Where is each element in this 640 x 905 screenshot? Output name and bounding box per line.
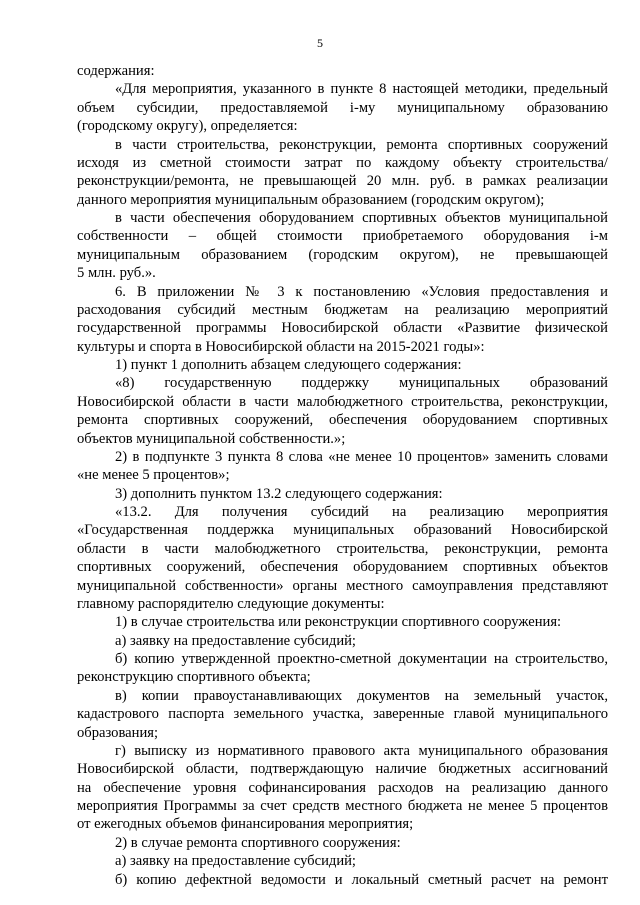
text-line: образования; <box>77 724 159 741</box>
text-line: объектов муниципальной собственности.»; <box>77 430 346 447</box>
text-line: в части обеспечения оборудованием спортивных объектов муниципальной <box>115 210 608 226</box>
text-line: реконструкцию спортивного объекта; <box>77 669 311 686</box>
text-line: 3) дополнить пунктом 13.2 следующего содержания: <box>115 485 443 502</box>
text-line: кадастрового паспорта земельного участка, заверенные главой муниципального <box>77 706 608 723</box>
text-line: главному распорядителю следующие документы: <box>77 595 385 612</box>
text-line: государственной программы Новосибирской области «Развитие физической <box>77 320 608 337</box>
text-line: Новосибирской области в части малобюджетного строительства, реконструкции, <box>77 393 608 410</box>
text-line: на обеспечение уровня софинансирования расходов на реализацию данного <box>77 779 608 796</box>
text-line: 5 млн. руб.». <box>77 265 156 282</box>
text-line: расходования субсидий местным бюджетам на реализацию мероприятий <box>77 301 608 318</box>
text-line: спортивных сооружений, обеспечения оборудованием спортивных объектов <box>77 559 608 576</box>
text-line: 6. В приложении № 3 к постановлению «Условия предоставления и <box>115 283 608 300</box>
document-body <box>77 62 608 889</box>
text-line: от ежегодных объемов финансирования мероприятия; <box>77 816 414 833</box>
text-line: «8) государственную поддержку муниципальных образований <box>115 375 608 392</box>
text-line: области в части малобюджетного строительства, реконструкции, ремонта <box>77 540 608 557</box>
text-line: Новосибирской области, подтверждающую наличие бюджетных ассигнований <box>77 761 608 778</box>
text-line: «13.2. Для получения субсидий на реализацию мероприятия <box>115 504 608 520</box>
text-line: 2) в подпункте 3 пункта 8 слова «не менее 10 процентов» заменить словами <box>115 448 608 465</box>
text-line: 2) в случае ремонта спортивного сооружения: <box>115 834 401 851</box>
text-line: «Для мероприятия, указанного в пункте 8 настоящей методики, предельный <box>115 81 608 98</box>
text-line: «не менее 5 процентов»; <box>77 467 230 484</box>
text-line: (городскому округу), определяется: <box>77 118 298 135</box>
text-line: в) копии правоустанавливающих документов на земельный участок, <box>115 687 608 704</box>
text-line: содержания: <box>77 63 155 79</box>
text-line: а) заявку на предоставление субсидий; <box>115 632 356 649</box>
text-line: б) копию утвержденной проектно-сметной документации на строительство, <box>115 651 608 667</box>
text-line: 1) в случае строительства или реконструкции спортивного сооружения: <box>115 614 562 631</box>
text-line: мероприятия Программы за счет средств местного бюджета не менее 5 процентов <box>77 798 608 814</box>
text-line: «Государственная поддержка муниципальных образований Новосибирской <box>77 522 608 539</box>
text-line: в части строительства, реконструкции, ремонта спортивных сооружений <box>115 136 608 153</box>
text-line: реконструкции/ремонта, не превышающей 20 млн. руб. в рамках реализации <box>77 173 608 190</box>
text-line: культуры и спорта в Новосибирской области на 2015-2021 годы»: <box>77 338 485 355</box>
text-line: объем субсидии, предоставляемой i-му муниципальному образованию <box>77 99 608 116</box>
text-line: ремонта спортивных сооружений, обеспечения оборудованием спортивных <box>77 412 608 429</box>
text-line: собственности – общей стоимости приобретаемого оборудования i-м <box>77 228 608 245</box>
text-line: а) заявку на предоставление субсидий; <box>115 853 356 870</box>
text-line: данного мероприятия муниципальным образованием (городским округом); <box>77 191 545 208</box>
text-line: муниципальным образованием (городским округом), не превышающей <box>77 246 608 263</box>
text-line: муниципальной собственности» органы местного самоуправления представляют <box>77 577 608 594</box>
text-line: 1) пункт 1 дополнить абзацем следующего содержания: <box>115 357 462 373</box>
text-line: б) копию дефектной ведомости и локальный сметный расчет на ремонт <box>115 871 608 888</box>
text-line: исходя из сметной стоимости затрат по каждому объекту строительства/ <box>77 154 608 171</box>
text-line: г) выписку из нормативного правового акта муниципального образования <box>115 742 608 759</box>
page-number: 5 <box>317 36 323 50</box>
